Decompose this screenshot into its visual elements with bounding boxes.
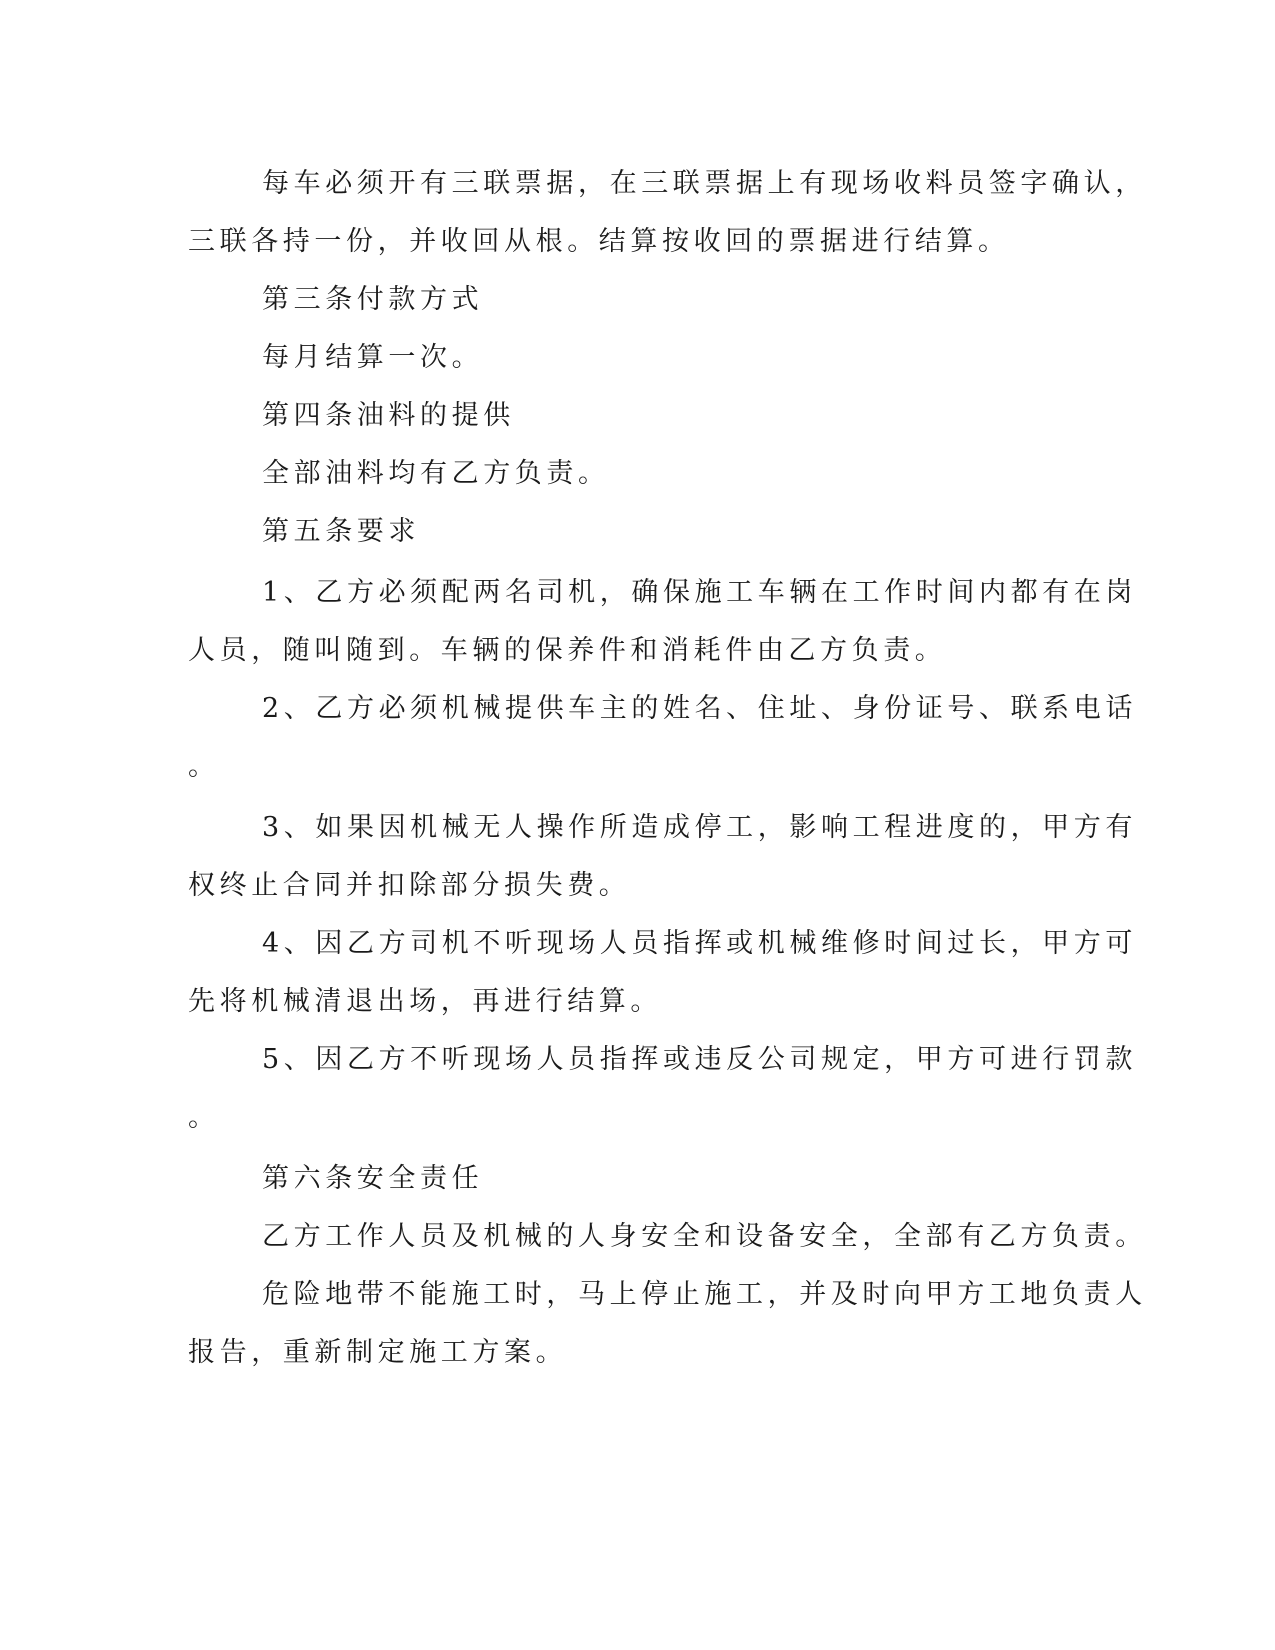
- section-heading: 第四条油料的提供: [262, 400, 515, 431]
- list-item-line: 4、因乙方司机不听现场人员指挥或机械维修时间过长，甲方可: [262, 928, 1137, 959]
- paragraph-line: 三联各持一份，并收回从根。结算按收回的票据进行结算。: [188, 226, 1010, 257]
- paragraph-line: 每车必须开有三联票据，在三联票据上有现场收料员签字确认，: [262, 168, 1147, 199]
- list-item-line: 3、如果因机械无人操作所造成停工，影响工程进度的，甲方有: [262, 812, 1137, 843]
- list-item-line: 人员，随叫随到。车辆的保养件和消耗件由乙方负责。: [188, 635, 947, 666]
- list-item-line: 5、因乙方不听现场人员指挥或违反公司规定，甲方可进行罚款: [262, 1044, 1137, 1075]
- section-heading: 第五条要求: [262, 516, 420, 547]
- section-heading: 第六条安全责任: [262, 1163, 484, 1194]
- section-heading: 第三条付款方式: [262, 284, 484, 315]
- list-item-line: 先将机械清退出场，再进行结算。: [188, 986, 662, 1017]
- paragraph-line: 全部油料均有乙方负责。: [262, 458, 610, 489]
- list-item-line: 2、乙方必须机械提供车主的姓名、住址、身份证号、联系电话: [262, 693, 1137, 724]
- paragraph-line: 报告，重新制定施工方案。: [188, 1337, 568, 1368]
- paragraph-line: 危险地带不能施工时，马上停止施工，并及时向甲方工地负责人: [262, 1279, 1147, 1310]
- list-item-line: 权终止合同并扣除部分损失费。: [188, 870, 631, 901]
- list-item-line: 1、乙方必须配两名司机，确保施工车辆在工作时间内都有在岗: [262, 577, 1137, 608]
- paragraph-line: 每月结算一次。: [262, 342, 484, 373]
- paragraph-line: 乙方工作人员及机械的人身安全和设备安全，全部有乙方负责。: [262, 1221, 1147, 1252]
- list-item-line: 。: [188, 1102, 220, 1133]
- list-item-line: 。: [188, 751, 220, 782]
